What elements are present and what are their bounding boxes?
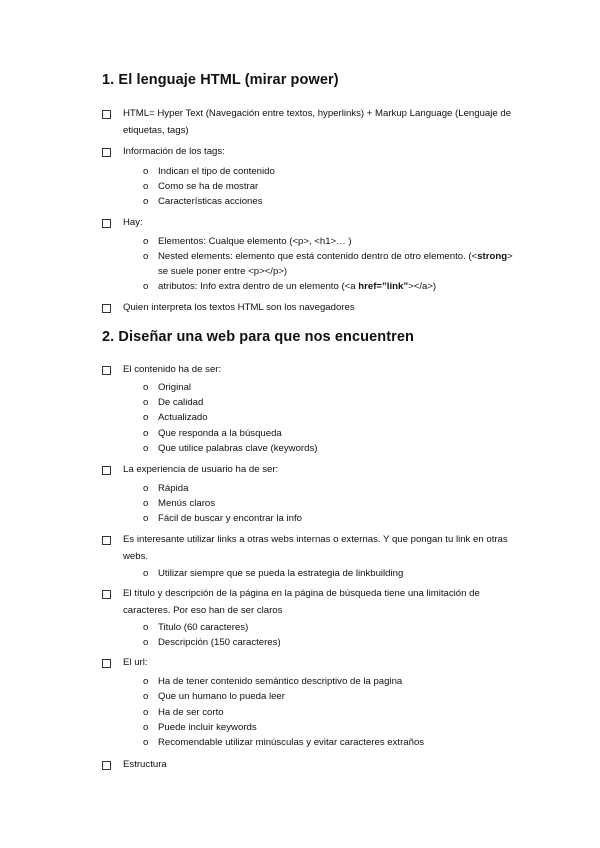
bullet-square-icon (102, 536, 111, 545)
sub-bullet-marker: o (143, 676, 149, 687)
list-item: El contenido ha de ser: (123, 364, 222, 375)
sub-bullet-marker: o (143, 637, 149, 648)
sub-bullet-marker: o (143, 737, 149, 748)
bullet-square-icon (102, 304, 111, 313)
sub-bullet-marker: o (143, 428, 149, 439)
sub-bullet-marker: o (143, 382, 149, 393)
list-item: Quien interpreta los textos HTML son los navegadores (123, 302, 355, 313)
sub-bullet-marker: o (143, 236, 149, 247)
list-item: Hay: (123, 217, 143, 228)
list-item: El título y descripción de la página en la página de búsqueda tiene una limitación de caracteres. Por eso han de ser claros (123, 588, 480, 616)
list-item: Estructura (123, 759, 167, 770)
document-page: 1. El lenguaje HTML (mirar power) HTML= Hyper Text (Navegación entre textos, hyperlinks) + Markup Language (Lenguaje de etiquetas, tags) Información de los tags: o Indican el tipo de contenido o Como se ha de mostrar o Características acciones Hay: o Elementos: Cualque elemento (<p>, <h1>… ) o Nested elements: elemento que está contenido dentro de otro elemento. (<strong> se suele poner entre <p></p>) o atributos: Info extra dentro de un elemento (<a href=”link”></a>) Quien interpreta los textos HTML son los navegadores 2. Diseñar una web para que nos encuentren El contenido ha de ser: o Original o De calidad o Actualizado o Que responda a la búsqueda o Que utilice palabras clave (keywords) La experiencia de usuario ha de ser: o Rápida o Menús claros o Fácil de buscar y encontrar la info Es interesante utilizar links a otras webs internas o externas. Y que pongan tu link en otras webs. o Utilizar siempre que se pueda la estrategia de linkbuilding El título y descripción de la página en la página de búsqueda tiene una limitación de caracteres. Por eso han de ser claros o Titulo (60 caracteres) o Descripción (150 caracteres) El url: o Ha de tener contenido semántico descriptivo de la pagina o Que un humano lo pueda leer o Ha de ser corto o Puede incluir keywords o Recomendable utilizar minúsculas y evitar caracteres extraños Estructura (0, 0, 600, 848)
sub-bullet-marker: o (143, 568, 149, 579)
sub-bullet-marker: o (143, 707, 149, 718)
sub-bullet-marker: o (143, 397, 149, 408)
sub-bullet-marker: o (143, 251, 149, 262)
bullet-square-icon (102, 466, 111, 475)
sub-bullet-marker: o (143, 691, 149, 702)
bullet-square-icon (102, 148, 111, 157)
bullet-square-icon (102, 590, 111, 599)
sub-bullet-marker: o (143, 722, 149, 733)
sub-bullet-marker: o (143, 622, 149, 633)
section-heading-html: 1. El lenguaje HTML (mirar power) (102, 72, 339, 88)
bullet-square-icon (102, 659, 111, 668)
section-heading-web: 2. Diseñar una web para que nos encuentren (102, 329, 415, 345)
list-item: El url: (123, 657, 148, 668)
sub-bullet-marker: o (143, 483, 149, 494)
sub-bullet-marker: o (143, 412, 149, 423)
bullet-square-icon (102, 761, 111, 770)
list-item: La experiencia de usuario ha de ser: (123, 464, 279, 475)
sub-bullet-marker: o (143, 513, 149, 524)
bullet-square-icon (102, 110, 111, 119)
sub-bullet-marker: o (143, 443, 149, 454)
bullet-square-icon (102, 219, 111, 228)
sub-bullet-marker: o (143, 181, 149, 192)
list-item: HTML= Hyper Text (Navegación entre textos, hyperlinks) + Markup Language (Lenguaje de etiquetas, tags) (123, 108, 512, 136)
list-item: Es interesante utilizar links a otras webs internas o externas. Y que pongan tu link en otras webs. (123, 534, 508, 562)
sub-bullet-marker: o (143, 281, 149, 292)
list-item: Información de los tags: (123, 146, 225, 157)
sub-bullet-marker: o (143, 498, 149, 509)
bullet-square-icon (102, 366, 111, 375)
sub-bullet-marker: o (143, 166, 149, 177)
sub-bullet-marker: o (143, 196, 149, 207)
